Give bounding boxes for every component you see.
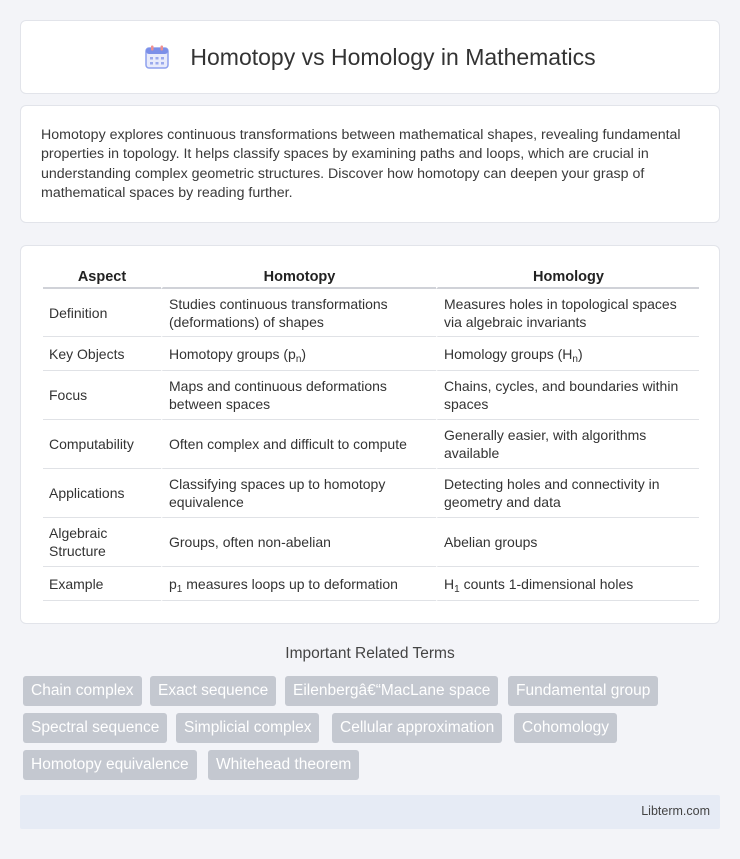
table-header-row — [43, 266, 699, 289]
row-homotopy: Classifying spaces up to homotopy equivalence — [161, 469, 436, 518]
related-terms-title: Important Related Terms — [285, 645, 455, 662]
title-wrap — [144, 44, 595, 71]
row-homology — [436, 567, 699, 601]
cell-subscript: 1 — [454, 583, 460, 595]
header-homology: Homology — [436, 266, 699, 289]
table-row — [43, 337, 699, 371]
row-homology: Generally easier, with algorithms available — [436, 420, 699, 469]
row-homology: Chains, cycles, and boundaries within spaces — [436, 371, 699, 420]
row-homotopy: Studies continuous transformations (deformations) of shapes — [161, 289, 436, 337]
row-homotopy — [161, 567, 436, 601]
row-aspect: Applications — [43, 469, 161, 518]
row-homology: Detecting holes and connectivity in geometry and data — [436, 469, 699, 518]
cell-subscript: 1 — [176, 583, 183, 595]
cell-subscript: n — [572, 353, 578, 365]
row-homotopy — [161, 337, 436, 371]
tag-chain-complex[interactable]: Chain complex — [23, 676, 142, 706]
tag-whitehead-theorem[interactable]: Whitehead theorem — [208, 750, 359, 780]
header-card — [20, 20, 720, 94]
table-row — [43, 469, 699, 518]
table-row — [43, 420, 699, 469]
row-homology — [436, 337, 699, 371]
tag-cellular-approximation[interactable]: Cellular approximation — [332, 713, 502, 743]
tag-cohomology[interactable]: Cohomology — [514, 713, 617, 743]
tag-eilenberg-maclane-space[interactable]: Eilenbergâ€“MacLane space — [285, 676, 498, 706]
page-title: Homotopy vs Homology in Mathematics — [190, 43, 596, 70]
comparison-table — [43, 266, 699, 601]
cell-text: Homotopy groups (p — [169, 345, 296, 362]
cell-tail: measures loops up to deformation — [182, 575, 398, 592]
intro-card — [20, 105, 720, 223]
tag-simplicial-complex[interactable]: Simplicial complex — [176, 713, 319, 743]
header-homotopy: Homotopy — [161, 266, 436, 289]
cell-text: H — [444, 575, 455, 592]
tag-spectral-sequence[interactable]: Spectral sequence — [23, 713, 167, 743]
intro-text: Homotopy explores continuous transformations between mathematical shapes, revealing fundamental properties in topology. It helps classify spaces by examining paths and loops, which are crucial in understanding complex geometric structures. Discover how homotopy can deepen your grasp of mathematical spaces by reading further. — [41, 127, 681, 202]
tag-fundamental-group[interactable]: Fundamental group — [508, 676, 658, 706]
table-row — [43, 289, 699, 337]
footer-bar — [20, 795, 720, 829]
row-aspect: Algebraic Structure — [43, 518, 161, 567]
row-aspect: Example — [43, 567, 161, 601]
row-homotopy: Maps and continuous deformations between spaces — [161, 371, 436, 420]
cell-tail: ) — [301, 345, 307, 362]
row-aspect: Definition — [43, 289, 161, 337]
row-aspect: Key Objects — [43, 337, 161, 371]
table-row — [43, 518, 699, 567]
row-aspect: Focus — [43, 371, 161, 420]
cell-tail: counts 1-dimensional holes — [459, 575, 634, 592]
cell-text: p — [169, 575, 177, 592]
cell-subscript: n — [295, 353, 302, 365]
footer-brand-link[interactable]: Libterm.com — [641, 804, 710, 818]
cell-text: Homology groups (H — [444, 345, 573, 362]
row-aspect: Computability — [43, 420, 161, 469]
tag-homotopy-equivalence[interactable]: Homotopy equivalence — [23, 750, 197, 780]
row-homotopy: Often complex and difficult to compute — [161, 420, 436, 469]
tag-exact-sequence[interactable]: Exact sequence — [150, 676, 276, 706]
header-aspect: Aspect — [43, 266, 161, 289]
comparison-table-card — [20, 245, 720, 624]
cell-tail: ) — [577, 345, 583, 362]
table-row — [43, 371, 699, 420]
row-homology: Measures holes in topological spaces via algebraic invariants — [436, 289, 699, 337]
row-homotopy: Groups, often non-abelian — [161, 518, 436, 567]
row-homology: Abelian groups — [436, 518, 699, 567]
table-row — [43, 567, 699, 601]
calendar-icon — [144, 44, 170, 70]
